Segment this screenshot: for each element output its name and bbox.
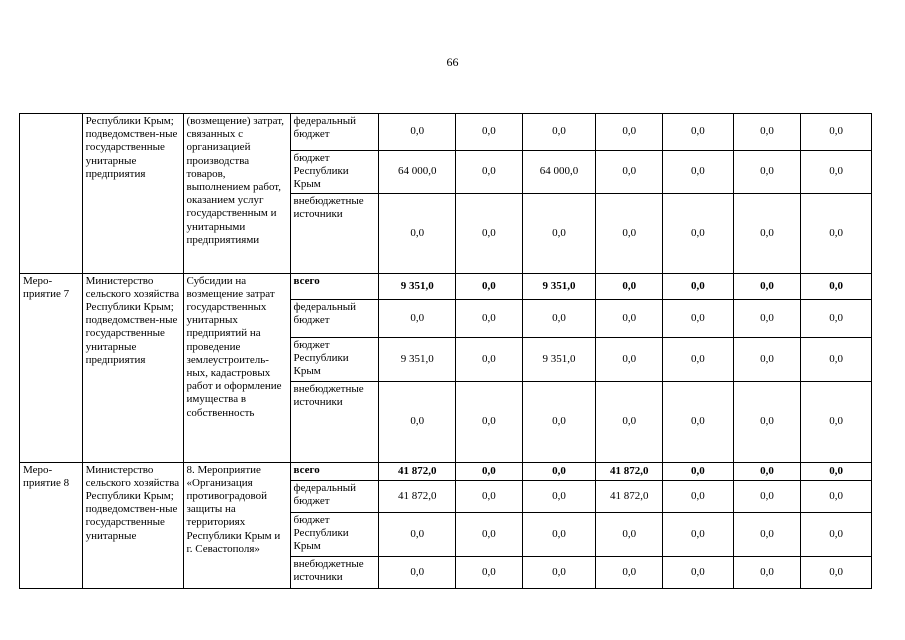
amount-cell: 0,0: [801, 273, 872, 299]
amount-cell: 0,0: [522, 193, 596, 273]
amount-cell: 0,0: [456, 273, 523, 299]
amount-cell: 9 351,0: [522, 273, 596, 299]
amount-cell: 0,0: [456, 193, 523, 273]
amount-cell: 0,0: [733, 299, 801, 337]
funding-source-cell: всего: [290, 273, 379, 299]
amount-cell: 0,0: [733, 273, 801, 299]
amount-cell: 0,0: [663, 114, 734, 151]
table-row: [20, 114, 872, 151]
amount-cell: 0,0: [801, 151, 872, 194]
amount-cell: 0,0: [801, 556, 872, 588]
amount-cell: 64 000,0: [522, 151, 596, 194]
amount-cell: 41 872,0: [379, 480, 456, 512]
amount-cell: 41 872,0: [379, 462, 456, 480]
amount-cell: 0,0: [733, 114, 801, 151]
amount-cell: 0,0: [522, 381, 596, 462]
amount-cell: 0,0: [801, 462, 872, 480]
funding-source-cell: федеральный бюджет: [290, 480, 379, 512]
executor-cell: Министерство сельского хозяйства Республики Крым; подведомствен-ные государственные унитарные предприятия: [82, 273, 183, 462]
amount-cell: 0,0: [733, 381, 801, 462]
funding-source-cell: бюджет Республики Крым: [290, 151, 379, 194]
amount-cell: 0,0: [663, 193, 734, 273]
amount-cell: 0,0: [379, 512, 456, 556]
amount-cell: 9 351,0: [379, 273, 456, 299]
amount-cell: 0,0: [379, 381, 456, 462]
amount-cell: 0,0: [801, 193, 872, 273]
amount-cell: 0,0: [456, 512, 523, 556]
amount-cell: 0,0: [456, 151, 523, 194]
amount-cell: 0,0: [596, 381, 663, 462]
amount-cell: 0,0: [456, 462, 523, 480]
amount-cell: 9 351,0: [379, 337, 456, 381]
description-cell: Субсидии на возмещение затрат государственных унитарных предприятий на проведение землеустроитель-ных, кадастровых работ и оформление имущества в собственность: [183, 273, 290, 462]
amount-cell: 0,0: [801, 337, 872, 381]
executor-cell: Министерство сельского хозяйства Республики Крым; подведомствен-ные государственные унитарные: [82, 462, 183, 588]
amount-cell: 0,0: [596, 151, 663, 194]
event-cell: Меро-приятие 8: [20, 462, 83, 588]
funding-source-cell: внебюджетные источники: [290, 381, 379, 462]
amount-cell: 0,0: [596, 512, 663, 556]
amount-cell: 0,0: [663, 151, 734, 194]
amount-cell: 0,0: [801, 381, 872, 462]
amount-cell: 0,0: [733, 556, 801, 588]
amount-cell: 0,0: [733, 462, 801, 480]
amount-cell: 0,0: [522, 480, 596, 512]
amount-cell: 41 872,0: [596, 480, 663, 512]
amount-cell: 0,0: [596, 299, 663, 337]
page-number: 66: [446, 55, 459, 69]
description-cell: (возмещение) затрат, связанных с организацией производства товаров, выполнением работ, оказанием услуг государственным и унитарными предприятиями: [183, 114, 290, 274]
table-row: [20, 273, 872, 299]
funding-source-cell: внебюджетные источники: [290, 193, 379, 273]
amount-cell: 0,0: [522, 114, 596, 151]
amount-cell: 0,0: [663, 299, 734, 337]
amount-cell: 0,0: [596, 556, 663, 588]
funding-source-cell: всего: [290, 462, 379, 480]
amount-cell: 0,0: [596, 273, 663, 299]
amount-cell: 0,0: [379, 299, 456, 337]
amount-cell: 0,0: [379, 556, 456, 588]
amount-cell: 0,0: [663, 556, 734, 588]
amount-cell: 0,0: [522, 556, 596, 588]
amount-cell: 0,0: [379, 193, 456, 273]
amount-cell: 0,0: [596, 337, 663, 381]
amount-cell: 0,0: [456, 337, 523, 381]
funding-source-cell: федеральный бюджет: [290, 114, 379, 151]
amount-cell: 0,0: [801, 114, 872, 151]
amount-cell: 0,0: [456, 381, 523, 462]
amount-cell: 0,0: [663, 273, 734, 299]
funding-source-cell: бюджет Республики Крым: [290, 512, 379, 556]
amount-cell: 64 000,0: [379, 151, 456, 194]
amount-cell: 0,0: [456, 299, 523, 337]
amount-cell: 0,0: [801, 512, 872, 556]
amount-cell: 0,0: [733, 337, 801, 381]
amount-cell: 0,0: [596, 193, 663, 273]
amount-cell: 0,0: [801, 299, 872, 337]
amount-cell: 41 872,0: [596, 462, 663, 480]
event-cell: Меро-приятие 7: [20, 273, 83, 462]
amount-cell: 0,0: [596, 114, 663, 151]
amount-cell: 0,0: [733, 193, 801, 273]
event-cell: [20, 114, 83, 274]
amount-cell: 0,0: [663, 337, 734, 381]
amount-cell: 0,0: [663, 480, 734, 512]
amount-cell: 0,0: [663, 462, 734, 480]
table-row: [20, 462, 872, 480]
executor-cell: Республики Крым; подведомствен-ные государственные унитарные предприятия: [82, 114, 183, 274]
amount-cell: 0,0: [663, 512, 734, 556]
description-cell: 8. Мероприятие «Организация противоградовой защиты на территориях Республики Крым и г. Севастополя»: [183, 462, 290, 588]
funding-table: [19, 113, 872, 589]
amount-cell: 0,0: [456, 114, 523, 151]
funding-source-cell: внебюджетные источники: [290, 556, 379, 588]
table-body: [20, 114, 872, 589]
funding-source-cell: федеральный бюджет: [290, 299, 379, 337]
amount-cell: 0,0: [522, 299, 596, 337]
amount-cell: 0,0: [801, 480, 872, 512]
amount-cell: 0,0: [379, 114, 456, 151]
amount-cell: 0,0: [733, 512, 801, 556]
amount-cell: 0,0: [456, 556, 523, 588]
funding-source-cell: бюджет Республики Крым: [290, 337, 379, 381]
amount-cell: 9 351,0: [522, 337, 596, 381]
amount-cell: 0,0: [522, 462, 596, 480]
amount-cell: 0,0: [522, 512, 596, 556]
amount-cell: 0,0: [733, 480, 801, 512]
amount-cell: 0,0: [456, 480, 523, 512]
amount-cell: 0,0: [733, 151, 801, 194]
amount-cell: 0,0: [663, 381, 734, 462]
